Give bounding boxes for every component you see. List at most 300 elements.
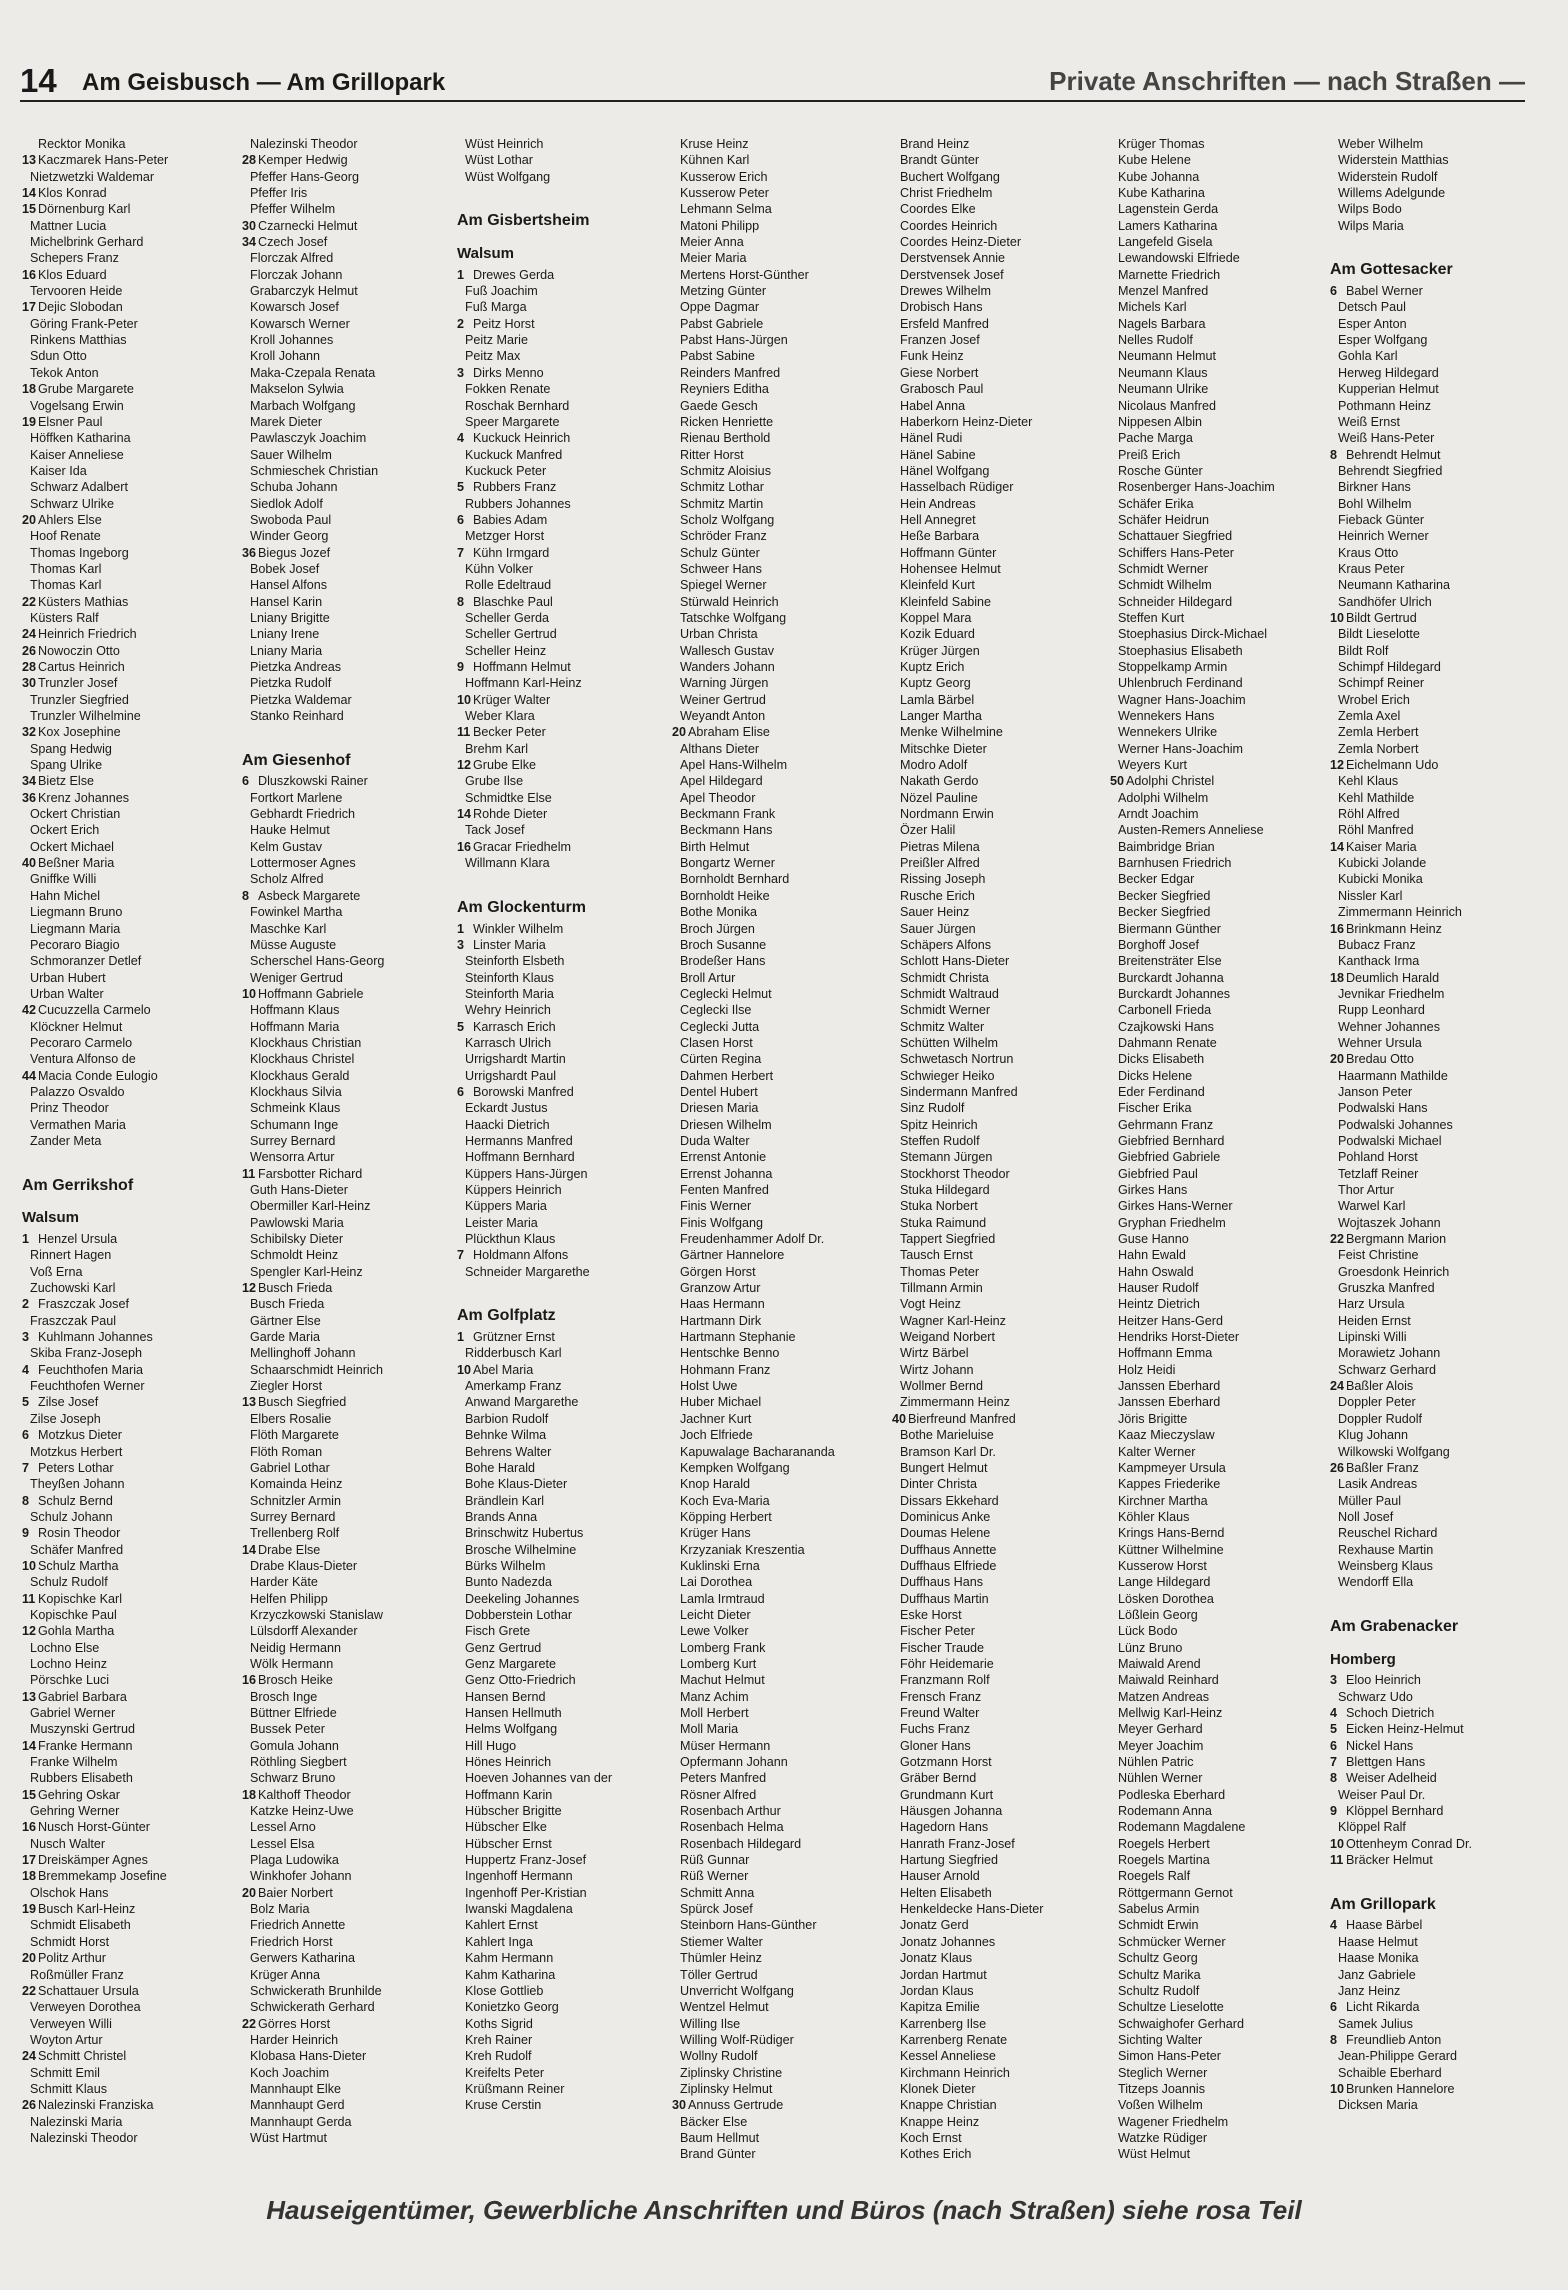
directory-entry: [1330, 299, 1458, 315]
resident-name: Hoof Renate: [30, 529, 101, 544]
resident-name: Hahn Ewald: [1118, 1248, 1186, 1263]
resident-name: Beßner Maria: [38, 856, 115, 871]
directory-entry: [242, 1885, 350, 1901]
resident-name: Kuklinski Erna: [680, 1558, 760, 1573]
resident-name: Klonek Dieter: [900, 2081, 976, 2096]
resident-name: Knappe Heinz: [900, 2114, 980, 2129]
resident-name: Stemann Jürgen: [900, 1150, 993, 1165]
resident-name: Zemla Axel: [1338, 709, 1401, 724]
resident-name: Reyniers Editha: [680, 382, 769, 397]
resident-name: Thomas Karl: [30, 578, 102, 593]
resident-name: Küppers Heinrich: [465, 1183, 562, 1197]
resident-name: Woyton Artur: [30, 2032, 103, 2047]
resident-name: Helten Elisabeth: [900, 1885, 992, 1900]
resident-name: Prinz Theodor: [30, 1101, 109, 1116]
house-number: 17: [22, 300, 37, 315]
directory-entry: [1330, 822, 1458, 838]
directory-entry: [1330, 1950, 1458, 1966]
house-number: 8: [1330, 1771, 1338, 1786]
resident-name: Gaede Gesch: [680, 398, 758, 413]
directory-entry: [242, 921, 350, 937]
resident-name: Wollmer Bernd: [900, 1379, 984, 1394]
resident-name: Janssen Eberhard: [1118, 1379, 1221, 1394]
resident-name: Jonatz Johannes: [900, 1934, 996, 1949]
directory-entry: [242, 1411, 350, 1427]
directory-entry: [1330, 1542, 1458, 1558]
directory-entry: [1330, 332, 1458, 348]
resident-name: Schmücker Werner: [1118, 1934, 1226, 1949]
directory-entry: [1330, 741, 1458, 757]
resident-name: Hoeven Johannes van der: [465, 1771, 613, 1786]
directory-entry: [457, 1819, 589, 1835]
resident-name: Fowinkel Martha: [250, 905, 343, 920]
resident-name: Ottenheym Conrad Dr.: [1346, 1836, 1472, 1851]
resident-name: Podwalski Michael: [1338, 1133, 1442, 1148]
resident-name: Schimpf Reiner: [1338, 676, 1425, 691]
directory-entry: [22, 299, 133, 315]
directory-entry: [1330, 1019, 1458, 1035]
resident-name: Wüst Hartmut: [250, 2130, 327, 2145]
resident-name: Klöckner Helmut: [30, 1019, 123, 1034]
resident-name: Drabe Klaus-Dieter: [250, 1558, 358, 1573]
directory-entry: [242, 1623, 358, 1639]
resident-name: Scholz Alfred: [250, 872, 324, 887]
resident-name: Weinsberg Klaus: [1338, 1558, 1433, 1573]
resident-name: Bierfreund Manfred: [908, 1411, 1016, 1426]
resident-name: Hell Annegret: [900, 512, 976, 527]
resident-name: Dicksen Maria: [1338, 2098, 1418, 2113]
resident-name: Kempken Wolfgang: [680, 1460, 790, 1475]
resident-name: Roegels Herbert: [1118, 1836, 1210, 1851]
directory-entry: [242, 398, 356, 414]
resident-name: Giebfried Bernhard: [1118, 1133, 1225, 1148]
directory-entry: [1330, 921, 1458, 937]
resident-name: Meyer Joachim: [1118, 1738, 1204, 1753]
resident-name: Lülsdorff Alexander: [250, 1624, 358, 1639]
resident-name: Genz Margarete: [465, 1656, 556, 1671]
resident-name: Rosche Günter: [1118, 463, 1203, 478]
directory-entry: [457, 136, 589, 152]
resident-name: Steffen Kurt: [1118, 610, 1185, 625]
directory-entry: [1330, 1166, 1458, 1182]
resident-name: Karrasch Erich: [473, 1019, 556, 1034]
resident-name: Koths Sigrid: [465, 2016, 533, 2031]
resident-name: Matoni Philipp: [680, 218, 760, 233]
directory-entry: [242, 1133, 350, 1149]
resident-name: Leicht Dieter: [680, 1607, 751, 1622]
resident-name: Buchert Wolfgang: [900, 169, 1000, 184]
resident-name: Neumann Klaus: [1118, 365, 1208, 380]
resident-name: Dissars Ekkehard: [900, 1493, 999, 1508]
directory-entry: [457, 545, 589, 561]
directory-entry: [22, 1656, 133, 1672]
directory-entry: [242, 1770, 350, 1786]
directory-entry: [22, 185, 133, 201]
house-number: 42: [22, 1003, 37, 1018]
directory-entry: [22, 512, 133, 528]
resident-name: Hansel Karin: [250, 594, 323, 609]
resident-name: Guth Hans-Dieter: [250, 1183, 348, 1197]
resident-name: Henkeldecke Hans-Dieter: [900, 1902, 1044, 1917]
resident-name: Giese Norbert: [900, 365, 979, 380]
street-heading: Am Giesenhof: [242, 751, 351, 769]
house-number: 40: [892, 1411, 907, 1426]
resident-name: Schoch Dietrich: [1346, 1706, 1435, 1720]
resident-name: Marek Dieter: [250, 414, 323, 429]
resident-name: Machut Helmut: [680, 1673, 765, 1688]
resident-name: Karrasch Ulrich: [465, 1035, 552, 1050]
resident-name: Schumann Inge: [250, 1117, 339, 1132]
directory-entry: [242, 528, 350, 544]
directory-entry: [22, 1002, 151, 1018]
resident-name: Doumas Helene: [900, 1526, 991, 1541]
directory-entry: [1330, 773, 1458, 789]
house-number: 20: [22, 1951, 37, 1966]
directory-entry: [242, 169, 359, 185]
directory-entry: [242, 332, 350, 348]
directory-entry: [457, 1084, 589, 1100]
directory-entry: [242, 283, 358, 299]
resident-name: Winkhofer Johann: [250, 1869, 352, 1884]
resident-name: Palazzo Osvaldo: [30, 1084, 125, 1099]
directory-entry: [1330, 348, 1458, 364]
resident-name: Brinschwitz Hubertus: [465, 1526, 584, 1541]
resident-name: Stuka Norbert: [900, 1199, 978, 1214]
resident-name: Kaczmarek Hans-Peter: [38, 153, 169, 168]
directory-entry: [1330, 1035, 1458, 1051]
resident-name: Fraszczak Paul: [30, 1313, 117, 1328]
directory-entry: [457, 1493, 589, 1509]
resident-name: Hoffmann Emma: [1118, 1346, 1213, 1361]
resident-name: Bornholdt Bernhard: [680, 872, 790, 887]
resident-name: Heiden Ernst: [1338, 1313, 1411, 1328]
resident-name: Rinkens Matthias: [30, 333, 127, 348]
directory-entry: [1330, 1247, 1458, 1263]
resident-name: Janz Gabriele: [1338, 1967, 1416, 1982]
directory-entry: [1330, 806, 1458, 822]
resident-name: Fischer Traude: [900, 1640, 984, 1655]
house-number: 6: [22, 1428, 30, 1443]
directory-entry: [242, 1803, 354, 1819]
resident-name: Gohla Martha: [38, 1624, 115, 1639]
house-number: 11: [22, 1591, 36, 1606]
resident-name: Gabriel Lothar: [250, 1460, 330, 1475]
directory-entry: [457, 610, 589, 626]
resident-name: Michelbrink Gerhard: [30, 235, 144, 250]
directory-entry: [457, 447, 589, 463]
resident-name: Wennekers Ulrike: [1118, 725, 1218, 740]
resident-name: Heinrich Friedrich: [38, 627, 137, 642]
resident-name: Borowski Manfred: [473, 1084, 574, 1099]
resident-name: Ingenhoff Per-Kristian: [465, 1885, 587, 1900]
directory-entry: [1330, 2032, 1458, 2048]
resident-name: Köhler Klaus: [1118, 1509, 1190, 1524]
resident-name: Morawietz Johann: [1338, 1346, 1441, 1361]
resident-name: Trunzler Josef: [38, 676, 118, 691]
directory-entry: [457, 1705, 589, 1721]
directory-entry: [1330, 1509, 1458, 1525]
resident-name: Ockert Erich: [30, 823, 100, 838]
resident-name: Kaaz Mieczyslaw: [1118, 1428, 1215, 1443]
house-number: 1: [457, 267, 465, 282]
house-number: 36: [22, 790, 37, 805]
directory-entry: [1330, 1100, 1458, 1116]
directory-entry: [242, 299, 350, 315]
resident-name: Trellenberg Rolf: [250, 1526, 340, 1541]
resident-name: Klockhaus Silvia: [250, 1084, 342, 1099]
directory-entry: [242, 1509, 350, 1525]
resident-name: Komainda Heinz: [250, 1477, 343, 1492]
house-number: 10: [457, 1362, 472, 1377]
resident-name: Maiwald Arend: [1118, 1656, 1201, 1671]
resident-name: Rohde Dieter: [473, 807, 548, 822]
directory-entry: [242, 250, 350, 266]
directory-entry: [242, 1378, 350, 1394]
resident-name: Schuba Johann: [250, 480, 338, 495]
directory-entry: [457, 1803, 589, 1819]
directory-entry: [22, 169, 155, 185]
resident-name: Dominicus Anke: [900, 1509, 991, 1524]
directory-entry: [22, 528, 133, 544]
resident-name: Lehmann Selma: [680, 202, 772, 217]
resident-name: Kanthack Irma: [1338, 954, 1420, 969]
directory-entry: [22, 1591, 133, 1607]
resident-name: Althans Dieter: [680, 741, 760, 756]
resident-name: Nusch Horst-Günter: [38, 1820, 150, 1835]
resident-name: Hauser Arnold: [900, 1869, 980, 1884]
directory-entry: [457, 1427, 589, 1443]
directory-entry: [1330, 1182, 1458, 1198]
resident-name: Kahm Katharina: [465, 1967, 556, 1982]
resident-name: Maiwald Reinhard: [1118, 1673, 1219, 1688]
resident-name: Mattner Lucia: [30, 218, 107, 233]
directory-entry: [457, 757, 589, 773]
directory-entry: [22, 1689, 133, 1705]
directory-entry: [1330, 1819, 1458, 1835]
resident-name: Neidig Hermann: [250, 1640, 341, 1655]
directory-entry: [1330, 1558, 1458, 1574]
directory-entry: [22, 577, 133, 593]
resident-name: Rubbers Elisabeth: [30, 1771, 133, 1786]
house-number: 18: [242, 1787, 257, 1802]
directory-entry: [242, 1215, 350, 1231]
resident-name: Sabelus Armin: [1118, 1902, 1200, 1917]
directory-entry: [457, 1051, 589, 1067]
directory-entry: [242, 643, 350, 659]
resident-name: Müsse Auguste: [250, 937, 337, 952]
directory-entry: [457, 1640, 589, 1656]
resident-name: Lange Hildegard: [1118, 1575, 1211, 1590]
resident-name: Tillmann Armin: [900, 1281, 983, 1296]
directory-entry: [242, 1721, 350, 1737]
resident-name: Stuka Raimund: [900, 1215, 987, 1230]
directory-entry: [22, 1525, 133, 1541]
resident-name: Dahmann Renate: [1118, 1035, 1217, 1050]
resident-name: Schultz Rudolf: [1118, 1983, 1200, 1998]
directory-entry: [457, 741, 589, 757]
resident-name: Oppe Dagmar: [680, 300, 760, 315]
resident-name: Bürks Wilhelm: [465, 1558, 546, 1573]
resident-name: Grube Ilse: [465, 774, 524, 789]
resident-name: Klöppel Bernhard: [1346, 1804, 1444, 1819]
resident-name: Spürck Josef: [680, 1902, 753, 1917]
resident-name: Preiß Erich: [1118, 447, 1181, 462]
resident-name: Kappes Friederike: [1118, 1477, 1221, 1492]
resident-name: Schwarz Gerhard: [1338, 1362, 1436, 1377]
directory-entry: [1330, 479, 1458, 495]
resident-name: Nietzwetzki Waldemar: [30, 169, 155, 184]
resident-name: Kapitza Emilie: [900, 2000, 980, 2015]
resident-name: Hohmann Franz: [680, 1362, 771, 1377]
directory-entry: [22, 2048, 133, 2064]
directory-entry: [457, 381, 589, 397]
house-number: 11: [1330, 1853, 1344, 1868]
resident-name: Röthling Siegbert: [250, 1755, 347, 1770]
resident-name: Broch Jürgen: [680, 921, 755, 936]
directory-entry: [242, 1182, 350, 1198]
directory-entry: [1330, 1803, 1458, 1819]
resident-name: Farsbotter Richard: [258, 1166, 363, 1181]
directory-entry: [22, 1345, 142, 1361]
resident-name: Derstvensek Josef: [900, 267, 1004, 282]
directory-entry: [1330, 904, 1462, 920]
resident-name: Flöth Margarete: [250, 1428, 339, 1443]
resident-name: Sauer Jürgen: [900, 921, 976, 936]
house-number: 8: [1330, 447, 1338, 462]
resident-name: Stockhorst Theodor: [900, 1166, 1010, 1181]
resident-name: Carbonell Frieda: [1118, 1003, 1212, 1018]
resident-name: Pecoraro Carmelo: [30, 1035, 133, 1050]
house-number: 4: [22, 1362, 30, 1377]
resident-name: Gabriel Werner: [30, 1706, 116, 1720]
directory-entry: [242, 790, 350, 806]
resident-name: Wallesch Gustav: [680, 643, 775, 658]
resident-name: Schmieschek Christian: [250, 463, 379, 478]
resident-name: Lomberg Kurt: [680, 1656, 757, 1671]
resident-name: Heße Barbara: [900, 529, 980, 544]
resident-name: Coordes Heinz-Dieter: [900, 235, 1022, 250]
resident-name: Sinz Rudolf: [900, 1101, 965, 1116]
resident-name: Mannhaupt Gerd: [250, 2098, 345, 2113]
street-heading: Am Gottesacker: [1330, 261, 1453, 279]
directory-entry: [457, 2081, 589, 2097]
resident-name: Wennekers Hans: [1118, 709, 1215, 724]
house-number: 18: [1330, 970, 1345, 985]
resident-name: Henzel Ursula: [38, 1232, 118, 1247]
resident-name: Dicks Elisabeth: [1118, 1052, 1205, 1067]
resident-name: Nippesen Albin: [1118, 414, 1203, 429]
resident-name: Langefeld Gisela: [1118, 235, 1213, 250]
directory-entry: [22, 1836, 133, 1852]
resident-name: Fischer Erika: [1118, 1101, 1192, 1116]
resident-name: Tack Josef: [465, 823, 525, 838]
directory-entry: [1330, 1215, 1458, 1231]
resident-name: Behrens Walter: [465, 1444, 552, 1459]
resident-name: Pawlowski Maria: [250, 1215, 344, 1230]
directory-entry: [22, 1574, 133, 1590]
resident-name: Helfen Philipp: [250, 1591, 328, 1606]
directory-entry: [457, 1836, 589, 1852]
resident-name: Nordmann Erwin: [900, 807, 994, 822]
directory-entry: [242, 1444, 350, 1460]
resident-name: Weiß Ernst: [1338, 414, 1401, 429]
house-number: 3: [1330, 1673, 1338, 1688]
house-number: 6: [1330, 284, 1338, 299]
resident-name: Gehrmann Franz: [1118, 1117, 1214, 1132]
resident-name: Sauer Wilhelm: [250, 447, 332, 462]
directory-entry: [1330, 398, 1458, 414]
resident-name: Brosch Heike: [258, 1673, 333, 1688]
directory-entry: [22, 2114, 133, 2130]
resident-name: Kuptz Erich: [900, 660, 965, 674]
resident-name: Becker Siegfried: [1118, 905, 1211, 920]
resident-name: Esper Anton: [1338, 316, 1407, 331]
directory-entry: [242, 1100, 350, 1116]
resident-name: Weniger Gertrud: [250, 970, 343, 985]
resident-name: Kube Katharina: [1118, 186, 1205, 201]
directory-entry: [22, 2016, 133, 2032]
resident-name: Wüst Lothar: [465, 153, 533, 168]
resident-name: Özer Halil: [900, 823, 956, 838]
resident-name: Garde Maria: [250, 1330, 320, 1345]
directory-entry: [457, 1117, 589, 1133]
resident-name: Hahn Michel: [30, 888, 100, 903]
resident-name: Flöth Roman: [250, 1444, 323, 1459]
resident-name: Muszynski Gertrud: [30, 1722, 135, 1737]
resident-name: Deekeling Johannes: [465, 1591, 580, 1606]
directory-entry: [242, 871, 350, 887]
directory-entry: [22, 136, 133, 152]
resident-name: Sdun Otto: [30, 349, 87, 364]
directory-entry: [242, 675, 350, 691]
resident-name: Rissing Joseph: [900, 872, 986, 887]
resident-name: Duffhaus Annette: [900, 1542, 997, 1557]
directory-entry: [22, 855, 133, 871]
directory-entry: [22, 839, 133, 855]
directory-entry: [22, 610, 133, 626]
resident-name: Jonatz Gerd: [900, 1918, 969, 1933]
resident-name: Schmidt Erwin: [1118, 1918, 1199, 1933]
resident-name: Busch Frieda: [250, 1297, 325, 1312]
resident-name: Urban Hubert: [30, 970, 106, 985]
resident-name: Feist Christine: [1338, 1248, 1419, 1263]
directory-entry: [457, 2065, 589, 2081]
directory-entry: [1330, 201, 1458, 217]
resident-name: Kubicki Jolande: [1338, 856, 1427, 871]
resident-name: Motzkus Herbert: [30, 1444, 123, 1459]
house-number: 26: [22, 643, 37, 658]
directory-entry: [457, 806, 589, 822]
directory-entry: [1330, 1917, 1458, 1933]
house-number: 50: [1110, 774, 1125, 789]
resident-name: Schmidt Christa: [900, 970, 989, 985]
resident-name: Hahn Oswald: [1118, 1264, 1194, 1279]
directory-entry: [242, 1672, 350, 1688]
house-number: 13: [22, 153, 37, 168]
resident-name: Grundmann Kurt: [900, 1787, 994, 1802]
resident-name: Hoffmann Klaus: [250, 1003, 340, 1018]
resident-name: Schepers Franz: [30, 251, 119, 266]
directory-entry: [1330, 1411, 1458, 1427]
directory-entry: [22, 267, 133, 283]
directory-entry: [1330, 447, 1458, 463]
resident-name: Görgen Horst: [680, 1264, 756, 1279]
house-number: 34: [22, 774, 37, 789]
directory-entry: [22, 1296, 133, 1312]
house-number: 1: [457, 921, 465, 936]
resident-name: Neumann Katharina: [1338, 578, 1451, 593]
resident-name: Duffhaus Martin: [900, 1591, 989, 1606]
